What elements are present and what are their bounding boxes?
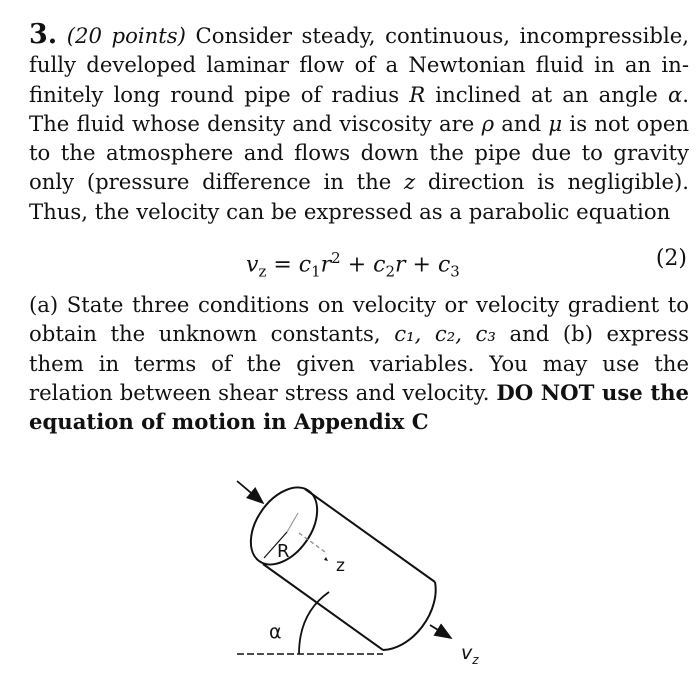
- axis-arrow-icon: [324, 557, 328, 561]
- eq-part: + c: [340, 252, 386, 278]
- part-a-part: (a) State three conditions on velocity or velocity gradient to obtain the unknown constants,: [29, 292, 689, 347]
- symbol-rho: ρ: [481, 110, 495, 136]
- constants-list: c₁, c₂, c₃: [394, 321, 496, 347]
- pipe-body: [263, 489, 436, 650]
- statement-part: Consider steady, continuous, incompressible, fully developed laminar flow of a Newtonian fluid in an infinitely long round pipe of radius: [29, 23, 689, 107]
- velocity-sub: z: [472, 653, 479, 667]
- angle-label: α: [269, 621, 282, 643]
- inclined-pipe-figure: [225, 470, 505, 670]
- symbol-alpha: α: [667, 81, 683, 107]
- equation-number: (2): [655, 246, 687, 272]
- velocity-letter: v: [461, 642, 473, 664]
- bold-instruction: DO NOT use the equation of motion in Appendix C: [29, 379, 689, 435]
- statement-part: and: [494, 110, 549, 136]
- radius-line: [287, 513, 298, 532]
- statement-part: is not open to the atmosphere and flows down the pipe due to gravity only (pressure difference in the: [29, 110, 690, 195]
- part-a-text: [29, 290, 689, 436]
- statement-part: . The fluid whose density and viscosity are: [29, 81, 690, 136]
- equation-row: [29, 236, 689, 284]
- symbol-R: R: [409, 81, 426, 107]
- velocity-label: [461, 642, 479, 667]
- symbol-mu: μ: [548, 110, 563, 136]
- eq-sub: 1: [311, 262, 321, 281]
- statement-part: inclined at an angle: [425, 81, 668, 107]
- inflow-arrow: [237, 481, 263, 503]
- eq-part: r: [395, 252, 406, 278]
- radius-label: R: [277, 541, 290, 562]
- axis-line: [299, 533, 325, 552]
- symbol-z: z: [403, 169, 416, 195]
- statement-part: direction is negligible). Thus, the velocity can be expressed as a parabolic equation: [29, 169, 689, 224]
- problem-statement: [29, 20, 689, 226]
- problem-number: 3.: [29, 19, 58, 50]
- eq-part: = c: [266, 252, 312, 278]
- problem-text: [29, 20, 689, 437]
- outflow-arrow: [430, 625, 451, 638]
- eq-lhs-sub: z: [258, 262, 267, 281]
- eq-part: + c: [405, 252, 451, 278]
- eq-sup: 2: [331, 249, 341, 268]
- eq-part: r: [320, 252, 332, 278]
- eq-sub: 3: [450, 262, 460, 281]
- velocity-equation: [246, 244, 460, 287]
- part-a-part: and (b) express them in terms of the given variables. You may use the relation between shear stress and velocity.: [29, 321, 689, 405]
- axis-label: z: [336, 556, 345, 576]
- eq-sub: 2: [385, 262, 396, 281]
- problem-points: (20 points): [66, 23, 186, 48]
- eq-lhs: v: [246, 252, 259, 278]
